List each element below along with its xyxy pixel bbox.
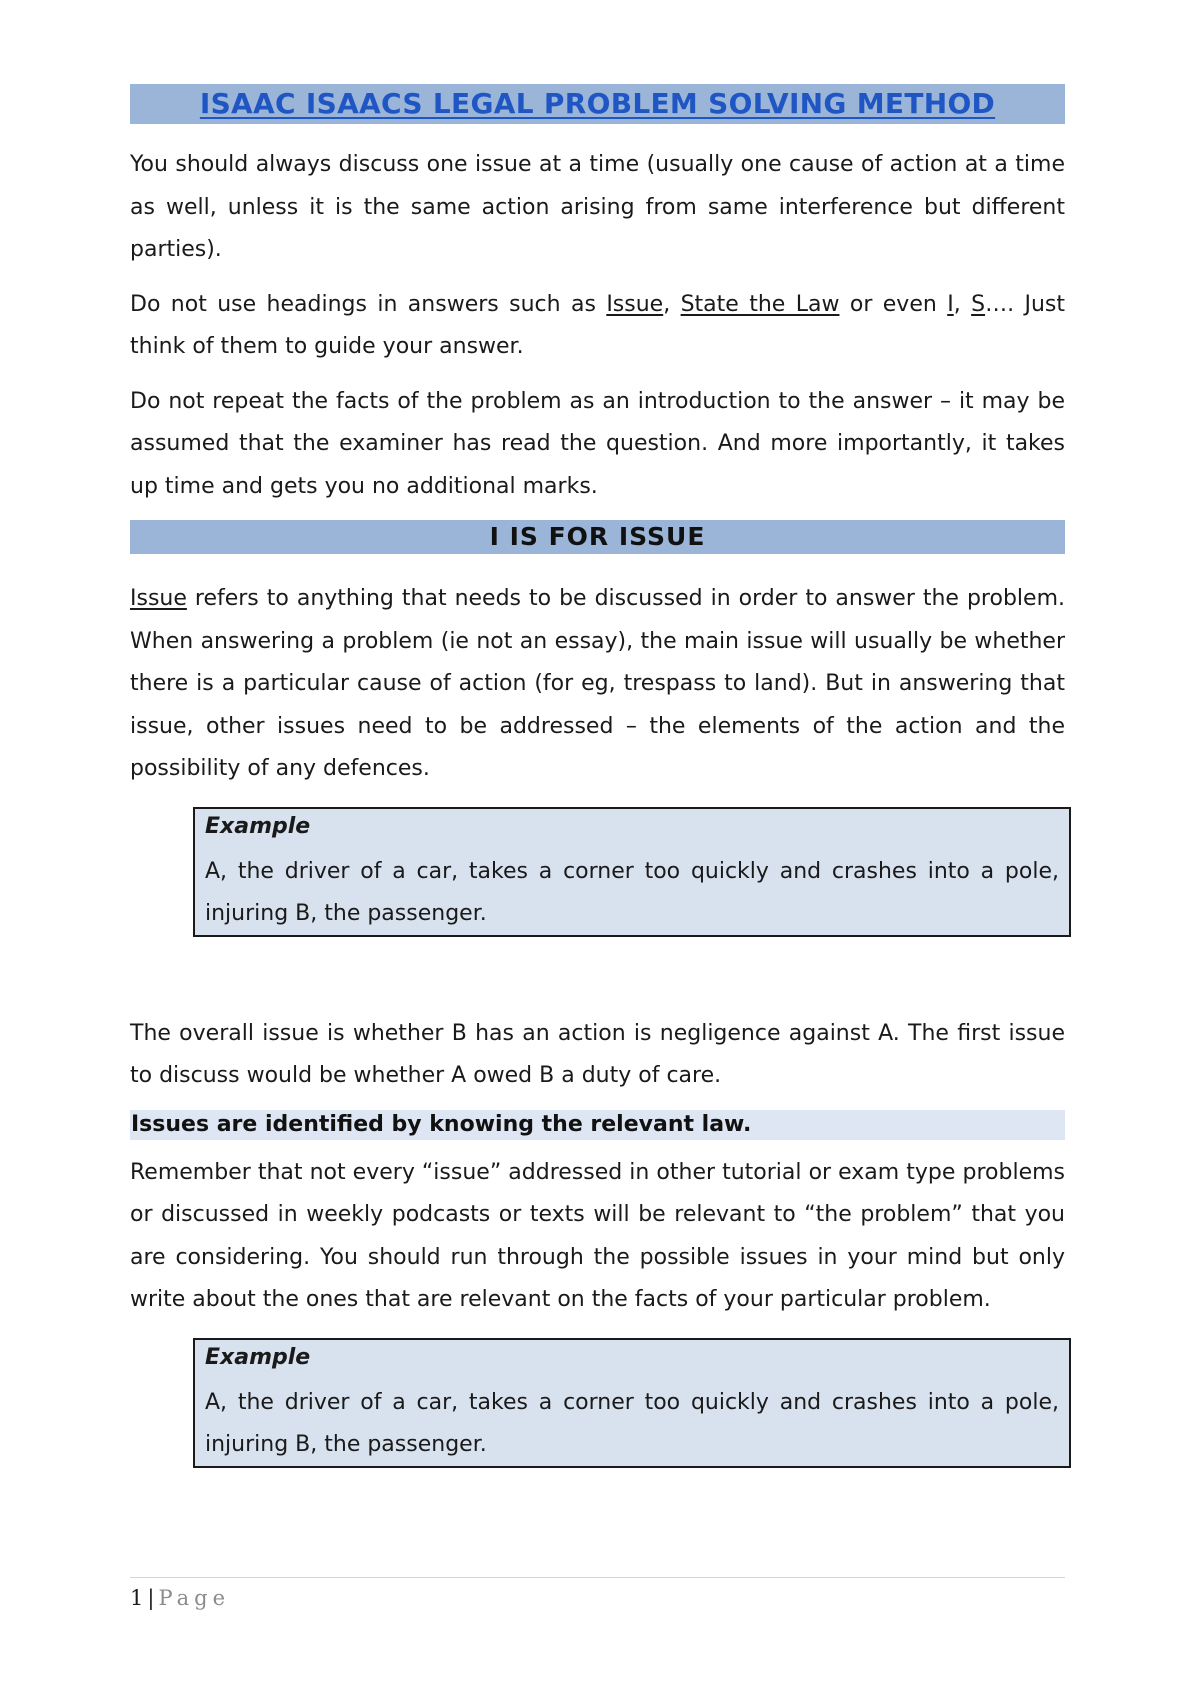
example-box-1 xyxy=(193,807,1071,937)
intro-paragraph-3: Do not repeat the facts of the problem as an introduction to the answer – it may be assumed that the examiner has read the question. And more importantly, it takes up time and gets you no additional marks. xyxy=(130,388,1065,499)
example-heading: Example xyxy=(205,1344,311,1370)
example-heading: Example xyxy=(205,813,311,839)
intro-paragraph-1: You should always discuss one issue at a time (usually one cause of action at a time as well, unless it is the same action arising from same interference but different parties). xyxy=(130,152,1065,262)
intro-paragraph-2 xyxy=(130,284,1065,369)
issue-paragraph-1-text: refers to anything that needs to be discussed in order to answer the problem. When answering a problem (ie not an essay), the main issue will usually be whether there is a particular cause of action (for eg, trespass to land). But in answering that issue, other issues need to be addressed – the elements of the action and the possibility of any defences. xyxy=(130,586,1065,781)
page-footer xyxy=(130,1583,230,1613)
heading-term-state-the-law: State the Law xyxy=(680,291,840,317)
heading-term-s: S xyxy=(971,291,986,317)
issue-paragraph-2: The overall issue is whether B has an action is negligence against A. The first issue to discuss would be whether A owed B a duty of care. xyxy=(130,1020,1065,1088)
document-title: ISAAC ISAACS LEGAL PROBLEM SOLVING METHOD xyxy=(199,87,996,120)
intro-p2-text-before: Do not use headings in answers such as xyxy=(130,291,607,317)
section-heading-bar xyxy=(130,520,1065,554)
subheading-bar xyxy=(130,1110,1065,1140)
issue-term: Issue xyxy=(130,586,187,611)
issue-paragraph-3: Remember that not every “issue” addressed in other tutorial or exam type problems or discussed in weekly podcasts or texts will be relevant to “the problem” that you are considering. You should run through the possible issues in your mind but only write about the ones that are relevant on the facts of your particular problem. xyxy=(130,1159,1065,1312)
example-text: A, the driver of a car, takes a corner too quickly and crashes into a pole, injuring B, the passenger. xyxy=(205,1389,1059,1457)
subheading-issues-identified: Issues are identified by knowing the relevant law. xyxy=(131,1111,752,1137)
page-label: Page xyxy=(158,1586,231,1610)
document-page xyxy=(130,84,1065,1468)
footer-separator: | xyxy=(147,1586,155,1610)
page-number: 1 xyxy=(130,1586,144,1610)
example-box-2 xyxy=(193,1338,1071,1468)
intro-p2-text-middle: or even xyxy=(839,291,948,317)
section-heading-issue: I IS FOR ISSUE xyxy=(489,522,706,551)
footer-divider xyxy=(130,1577,1065,1578)
intro-p2-comma-2: , xyxy=(953,291,972,317)
heading-term-i: I xyxy=(947,291,954,317)
issue-paragraph-1 xyxy=(130,578,1065,791)
intro-p2-text-after: …. Just think of them to guide your answer. xyxy=(130,291,1065,359)
example-text: A, the driver of a car, takes a corner too quickly and crashes into a pole, injuring B, the passenger. xyxy=(205,858,1059,926)
heading-term-issue: Issue xyxy=(606,291,664,317)
document-title-bar xyxy=(130,84,1065,124)
intro-p2-comma: , xyxy=(663,291,681,317)
